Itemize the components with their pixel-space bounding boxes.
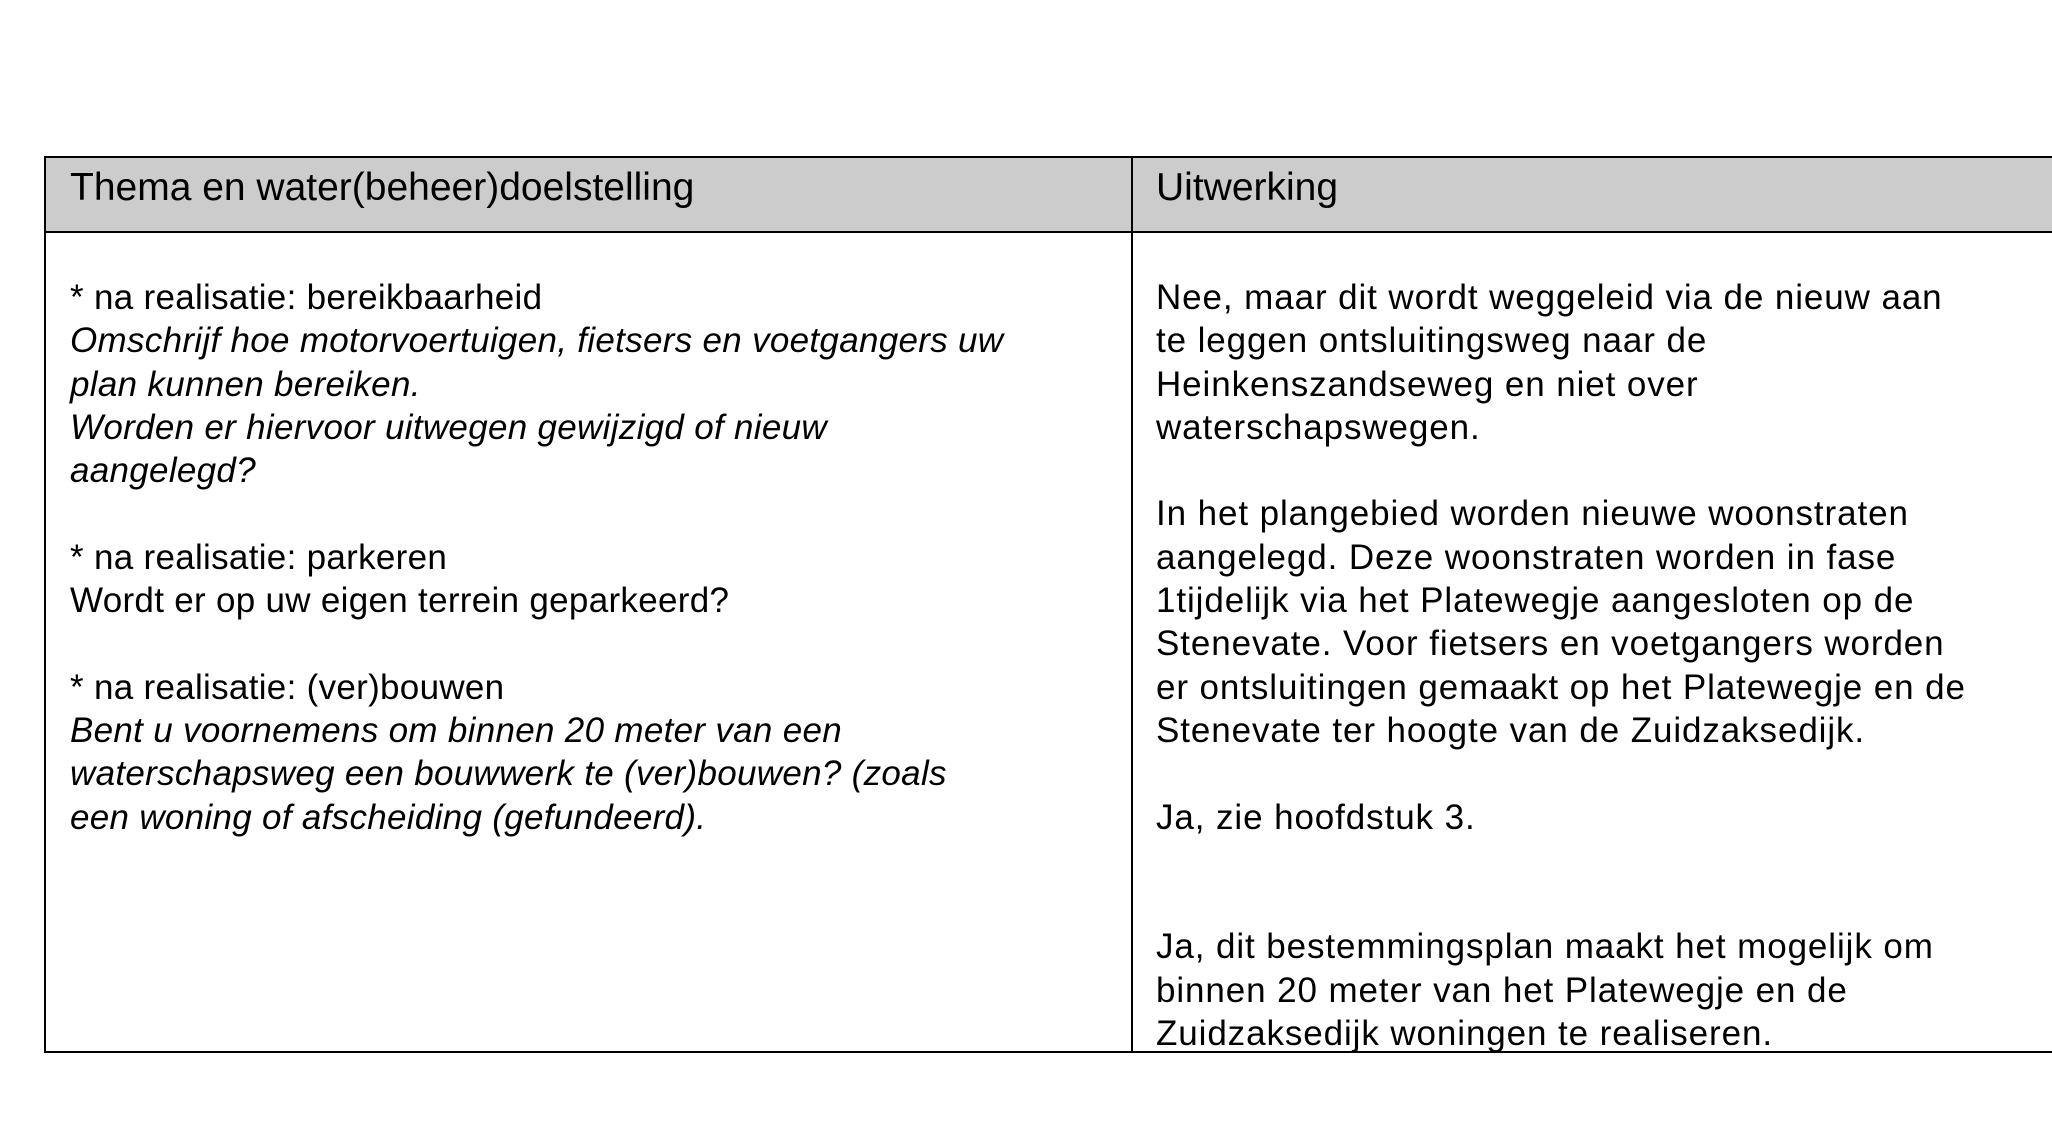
answer-line: Zuidzaksedijk woningen te realiseren.	[1156, 1014, 1773, 1054]
heading-verbouwen: * na realisatie: (ver)bouwen	[70, 667, 505, 707]
answer-line: Stenevate. Voor fietsers en voetgangers worden	[1156, 624, 1945, 664]
requirements-table	[44, 156, 2052, 1053]
answer-line: waterschapswegen.	[1156, 407, 1481, 447]
answer-line: binnen 20 meter van het Platewegje en de	[1156, 970, 1848, 1010]
answer-line: Heinkenszandseweg en niet over	[1156, 364, 1699, 404]
answer-line: te leggen ontsluitingsweg naar de	[1156, 321, 1708, 361]
spacer	[1156, 839, 2052, 926]
question-line: Worden er hiervoor uitwegen gewijzigd of nieuw	[70, 407, 827, 447]
table-header-row	[46, 158, 2052, 233]
heading-parkeren: * na realisatie: parkeren	[70, 537, 448, 577]
uitwerking-cell	[1156, 276, 2052, 1055]
header-uitwerking: Uitwerking	[1156, 166, 1339, 209]
answer-line: Stenevate ter hoogte van de Zuidzaksedijk.	[1156, 710, 1866, 750]
answer-line: aangelegd. Deze woonstraten worden in fase	[1156, 537, 1897, 577]
question-line: Omschrijf hoe motorvoertuigen, fietsers en voetgangers uw	[70, 321, 1004, 361]
question-line: plan kunnen bereiken.	[70, 364, 421, 404]
answer-line: er ontsluitingen gemaakt op het Platewegje en de	[1156, 667, 1966, 707]
spacer	[1156, 752, 2052, 795]
answer-line: Nee, maar dit wordt weggeleid via de nieuw aan	[1156, 278, 1943, 317]
theme-cell	[70, 276, 1120, 839]
answer-line: In het plangebied worden nieuwe woonstraten	[1156, 494, 1909, 534]
spacer	[70, 492, 1120, 535]
question-line: een woning of afscheiding (gefundeerd).	[70, 797, 707, 837]
column-divider	[1131, 158, 1133, 1051]
spacer	[70, 622, 1120, 665]
header-theme: Thema en water(beheer)doelstelling	[70, 166, 695, 209]
question-line: Bent u voornemens om binnen 20 meter van een	[70, 710, 843, 750]
question-line: Wordt er op uw eigen terrein geparkeerd?	[70, 581, 730, 621]
heading-bereikbaarheid: * na realisatie: bereikbaarheid	[70, 278, 543, 317]
answer-line: Ja, zie hoofdstuk 3.	[1156, 797, 1476, 837]
answer-line: Ja, dit bestemmingsplan maakt het mogelijk om	[1156, 927, 1934, 967]
question-line: waterschapsweg een bouwwerk te (ver)bouwen? (zoals	[70, 754, 947, 794]
answer-line: 1tijdelijk via het Platewegje aangesloten op de	[1156, 581, 1915, 621]
spacer	[1156, 449, 2052, 492]
question-line: aangelegd?	[70, 451, 256, 491]
